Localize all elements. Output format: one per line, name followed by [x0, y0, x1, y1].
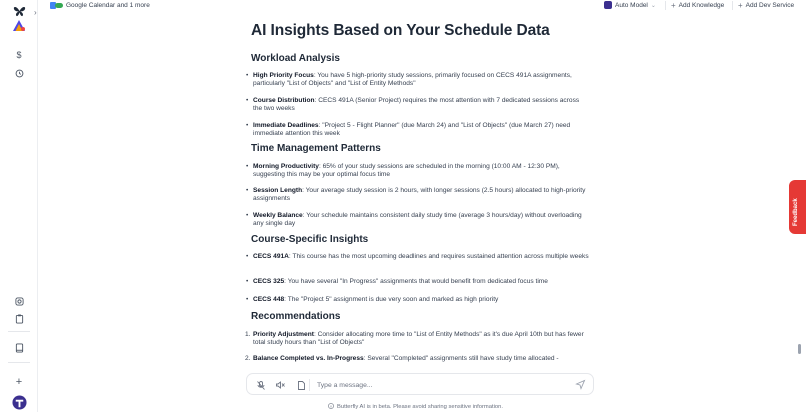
feedback-tab[interactable] — [789, 180, 806, 234]
topbar-divider — [665, 1, 666, 10]
document-icon[interactable] — [296, 380, 306, 390]
info-icon — [328, 403, 334, 411]
plus-icon: + — [738, 0, 743, 10]
dollar-icon[interactable]: $ — [16, 50, 22, 60]
list-item: • Course Distribution: CECS 491A (Senior Project) requires the most attention with 7 dedicated sessions across the two weeks — [246, 97, 580, 112]
list-item: 2. Balance Completed vs. In-Progress: Several "Completed" assignments still have study time allocated - — [245, 355, 559, 362]
left-rail — [0, 0, 38, 412]
list-item: • Morning Productivity: 65% of your study sessions are scheduled in the morning (10:00 AM - 12:30 PM), suggesting this may be your optimal focus time — [246, 163, 560, 178]
book-icon[interactable] — [11, 340, 27, 356]
scrollbar-thumb[interactable] — [798, 344, 801, 354]
model-selector[interactable] — [604, 0, 656, 10]
list-item: • CECS 448: The "Project 5" assignment is due very soon and marked as high priority — [246, 296, 499, 303]
send-icon[interactable] — [576, 380, 585, 391]
speaker-muted-icon[interactable] — [275, 380, 285, 390]
disclaimer-text: Butterfly AI is in beta. Please avoid sharing sensitive information. — [337, 404, 503, 410]
message-content — [251, 22, 591, 40]
beta-disclaimer — [328, 403, 503, 411]
sources-icon — [50, 2, 63, 9]
list-item: • Session Length: Your average study session is 2 hours, with longer sessions (2.5 hours) allocated to high-priority assignments — [246, 187, 586, 202]
list-item: • CECS 491A: This course has the most upcoming deadlines and requires sustained attention across multiple weeks — [246, 253, 589, 260]
model-logo-icon — [604, 1, 612, 9]
list-item: • Weekly Balance: Your schedule maintains consistent daily study time (average 3 hours/day) without overloading any single day — [246, 212, 582, 227]
section-heading-recommendations: Recommendations — [251, 311, 341, 322]
section-heading-course: Course-Specific Insights — [251, 234, 369, 245]
top-bar — [38, 0, 806, 11]
user-avatar-icon[interactable] — [11, 394, 27, 410]
section-heading-workload: Workload Analysis — [251, 53, 340, 64]
instagram-icon[interactable] — [11, 293, 27, 309]
topbar-divider — [732, 1, 733, 10]
rail-divider — [8, 331, 30, 332]
add-dev-service-button[interactable] — [738, 0, 794, 10]
list-item: 1. Priority Adjustment: Consider allocating more time to "List of Entity Methods" as it's due April 10th but has fewer total study hours than "List of Objects" — [245, 331, 584, 346]
workspace-avatar-icon[interactable] — [11, 18, 27, 34]
plus-icon: + — [671, 0, 676, 10]
mic-off-icon[interactable] — [256, 380, 266, 390]
list-item: • High Priority Focus: You have 5 high-priority study sessions, primarily focused on CECS 491A assignments, particularly "List of Objects" and "List of Entity Methods" — [246, 72, 572, 87]
history-icon[interactable] — [11, 65, 27, 81]
section-heading-time: Time Management Patterns — [251, 143, 381, 154]
context-sources[interactable] — [50, 1, 150, 10]
message-input[interactable] — [317, 378, 567, 392]
add-icon[interactable]: + — [15, 376, 23, 388]
model-label: Auto Model — [615, 1, 648, 9]
feedback-label: Feedback — [793, 198, 799, 226]
add-knowledge-label: Add Knowledge — [678, 1, 725, 9]
butterfly-logo-icon[interactable] — [11, 3, 27, 19]
list-item: • CECS 325: You have several "In Progress" assignments that would benefit from dedicated focus time — [246, 278, 548, 285]
chevron-right-icon[interactable]: › — [34, 8, 37, 17]
message-composer — [246, 373, 594, 395]
add-knowledge-button[interactable] — [671, 0, 724, 10]
page-title: AI Insights Based on Your Schedule Data — [251, 22, 550, 39]
clipboard-icon[interactable] — [11, 311, 27, 327]
add-dev-service-label: Add Dev Service — [745, 1, 795, 9]
chevron-down-icon: ⌄ — [650, 2, 656, 9]
context-label: Google Calendar and 1 more — [66, 2, 150, 9]
composer-divider — [309, 379, 310, 391]
rail-divider — [8, 362, 30, 363]
list-item: • Immediate Deadlines: "Project 5 - Flight Planner" (due March 24) and "List of Objects" (due March 27) need immediate attention this week — [246, 122, 571, 137]
